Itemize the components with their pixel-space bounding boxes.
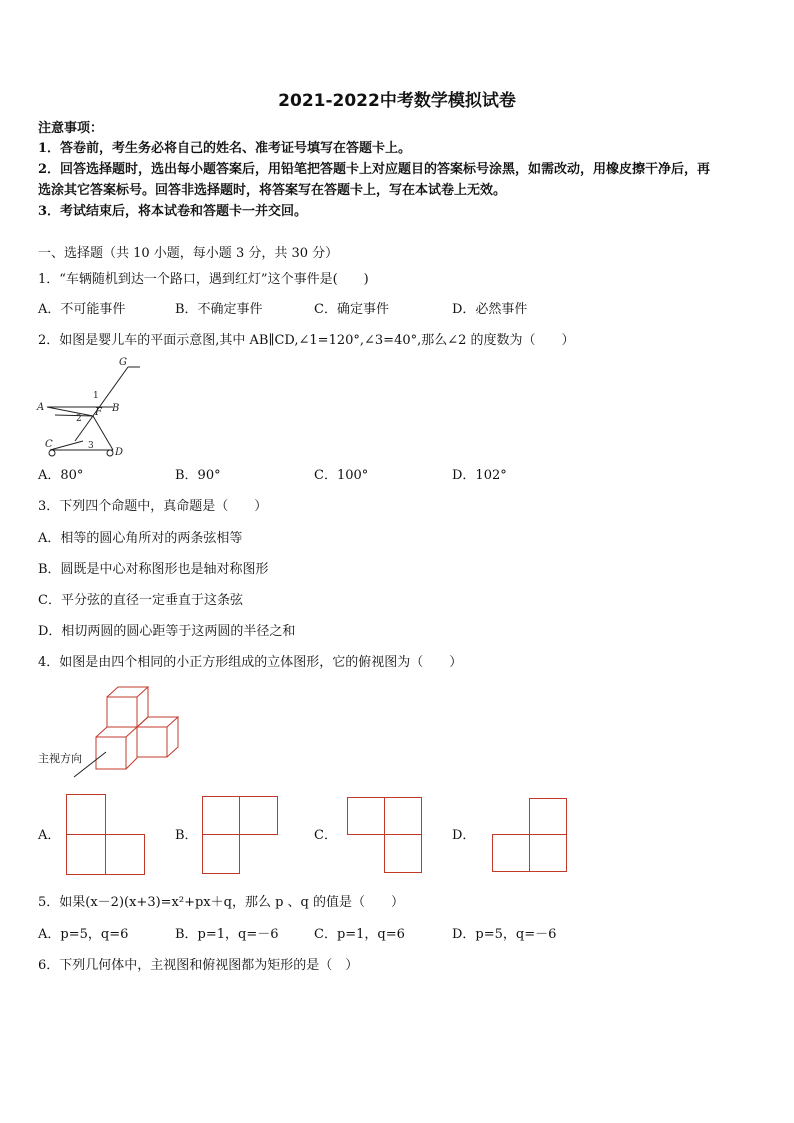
question-4-stem: 4．如图是由四个相同的小正方形组成的立体图形，它的俯视图为（ ）	[38, 655, 463, 670]
q5-option-c: C．p=1，q=6	[314, 927, 405, 942]
question-1-stem: 1．“车辆随机到达一个路口，遇到红灯”这个事件是( )	[38, 272, 369, 287]
question-6-stem: 6．下列几何体中，主视图和俯视图都为矩形的是（ ）	[38, 958, 359, 973]
q1-option-b: B．不确定事件	[175, 302, 263, 317]
q4-option-c-letter: C．	[314, 828, 337, 843]
q3-option-a: A．相等的圆心角所对的两条弦相等	[38, 531, 243, 546]
notice-item-3: 3．考试结束后，将本试卷和答题卡一并交回。	[38, 204, 308, 219]
q2-option-c: C．100°	[314, 468, 369, 483]
stroller-figure	[35, 355, 145, 465]
q4-option-a-figure	[66, 794, 146, 876]
q4-option-d-figure	[492, 798, 572, 874]
question-5-stem: 5．如果(x－2)(x+3)=x²+px＋q，那么 p 、q 的值是（ ）	[38, 895, 404, 910]
q1-option-a: A．不可能事件	[38, 302, 126, 317]
section-heading: 一、选择题（共 10 小题，每小题 3 分，共 30 分）	[38, 246, 339, 261]
page-title: 2021-2022中考数学模拟试卷	[278, 91, 516, 111]
notice-heading: 注意事项：	[38, 121, 104, 136]
q5-option-b: B．p=1，q=－6	[175, 927, 279, 942]
q4-option-b-letter: B．	[175, 828, 198, 843]
label-g: G	[119, 357, 127, 368]
q4-option-a-letter: A．	[38, 828, 61, 843]
q1-option-d: D．必然事件	[452, 302, 528, 317]
angle-2-label: 2	[76, 414, 82, 424]
notice-item-1: 1．答卷前，考生务必将自己的姓名、准考证号填写在答题卡上。	[38, 141, 412, 156]
q3-option-d: D．相切两圆的圆心距等于这两圆的半径之和	[38, 624, 296, 639]
label-c: C	[45, 439, 53, 450]
q5-option-a: A．p=5，q=6	[38, 927, 129, 942]
q5-option-d: D．p=5，q=－6	[452, 927, 557, 942]
q2-option-a: A．80°	[38, 468, 84, 483]
q1-option-c: C．确定事件	[314, 302, 389, 317]
q4-option-d-letter: D．	[452, 828, 476, 843]
q4-option-b-figure	[202, 796, 282, 876]
notice-item-2-cont: 选涂其它答案标号。回答非选择题时，将答案写在答题卡上，写在本试卷上无效。	[38, 183, 507, 198]
q4-option-c-figure	[347, 797, 427, 875]
label-a: A	[37, 402, 45, 413]
question-2-stem: 2．如图是婴儿车的平面示意图,其中 AB∥CD,∠1=120°,∠3=40°,那么∠2 的度数为（ ）	[38, 333, 575, 348]
q3-option-c: C．平分弦的直径一定垂直于这条弦	[38, 593, 243, 608]
label-d: D	[115, 447, 124, 458]
q3-option-b: B．圆既是中心对称图形也是轴对称图形	[38, 562, 269, 577]
q2-option-b: B．90°	[175, 468, 221, 483]
notice-item-2: 2．回答选择题时，选出每小题答案后，用铅笔把答题卡上对应题目的答案标号涂黑，如需改动，用橡皮擦干净后，再	[38, 162, 711, 177]
angle-1-label: 1	[93, 391, 99, 401]
label-f: F	[95, 407, 102, 418]
label-b: B	[112, 403, 120, 414]
q2-option-d: D．102°	[452, 468, 507, 483]
view-direction-label: 主视方向	[38, 752, 82, 765]
question-3-stem: 3．下列四个命题中，真命题是（ ）	[38, 499, 268, 514]
angle-3-label: 3	[88, 441, 94, 451]
